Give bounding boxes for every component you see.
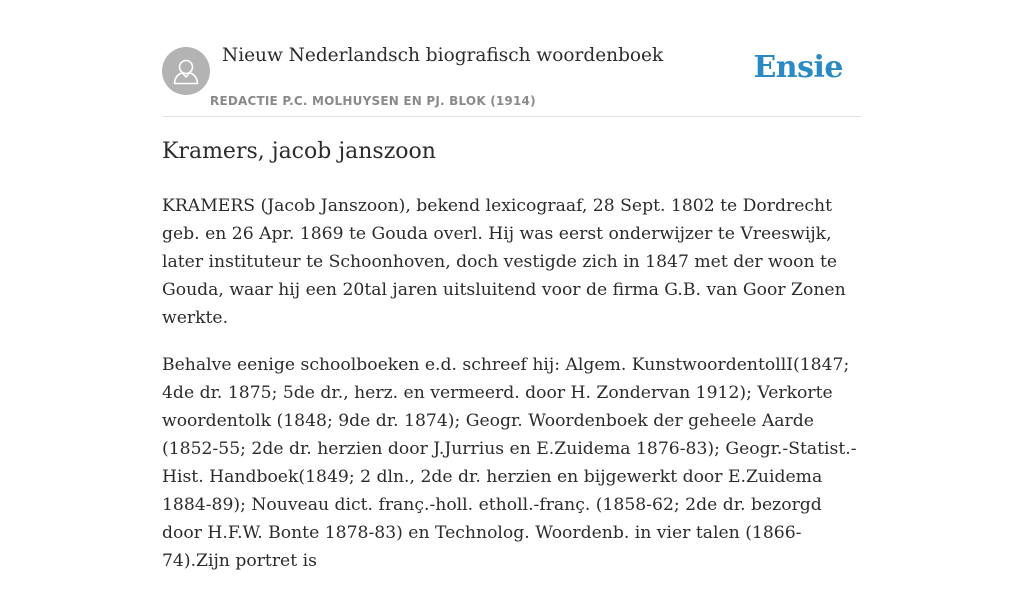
entry-paragraph: KRAMERS (Jacob Janszoon), bekend lexicograaf, 28 Sept. 1802 te Dordrecht geb. en 26 Apr. 1869 te Gouda overl. Hij was eerst onderwijzer te Vreeswijk, later instituteur te Schoonhoven, doch vestigde zich in 1847 met der woon te Gouda, waar hij een 20tal jaren uitsluitend voor de firma G.B. van Goor Zonen werkte. xyxy=(162,196,846,328)
ensie-logo[interactable]: Ensie xyxy=(753,50,843,85)
header xyxy=(162,0,862,117)
entry-title: Kramers, jacob janszoon xyxy=(162,139,436,164)
avatar xyxy=(162,47,210,95)
source-subtitle: REDACTIE P.C. MOLHUYSEN EN PJ. BLOK (1914) xyxy=(210,94,536,108)
entry-paragraph: Behalve eenige schoolboeken e.d. schreef hij: Algem. KunstwoordentollI(1847; 4de dr. 1875; 5de dr., herz. en vermeerd. door H. Zondervan 1912); Verkorte woordentolk (1848; 9de dr. 1874); Geogr. Woordenboek der geheele Aarde (1852-55; 2de dr. herzien door J.Jurrius en E.Zuidema 1876-83); Geogr.-Statist.-Hist. Handboek(1849; 2 dln., 2de dr. herzien en bijgewerkt door E.Zuidema 1884-89); Nouveau dict. franç.-holl. etholl.-franç. (1858-62; 2de dr. bezorgd door H.F.W. Bonte 1878-83) en Technolog. Woordenb. in vier talen (1866-74).Zijn portret is xyxy=(162,355,857,571)
source-title[interactable]: Nieuw Nederlandsch biografisch woordenboek xyxy=(222,45,664,66)
entry-body xyxy=(162,192,862,594)
user-icon xyxy=(162,47,210,95)
